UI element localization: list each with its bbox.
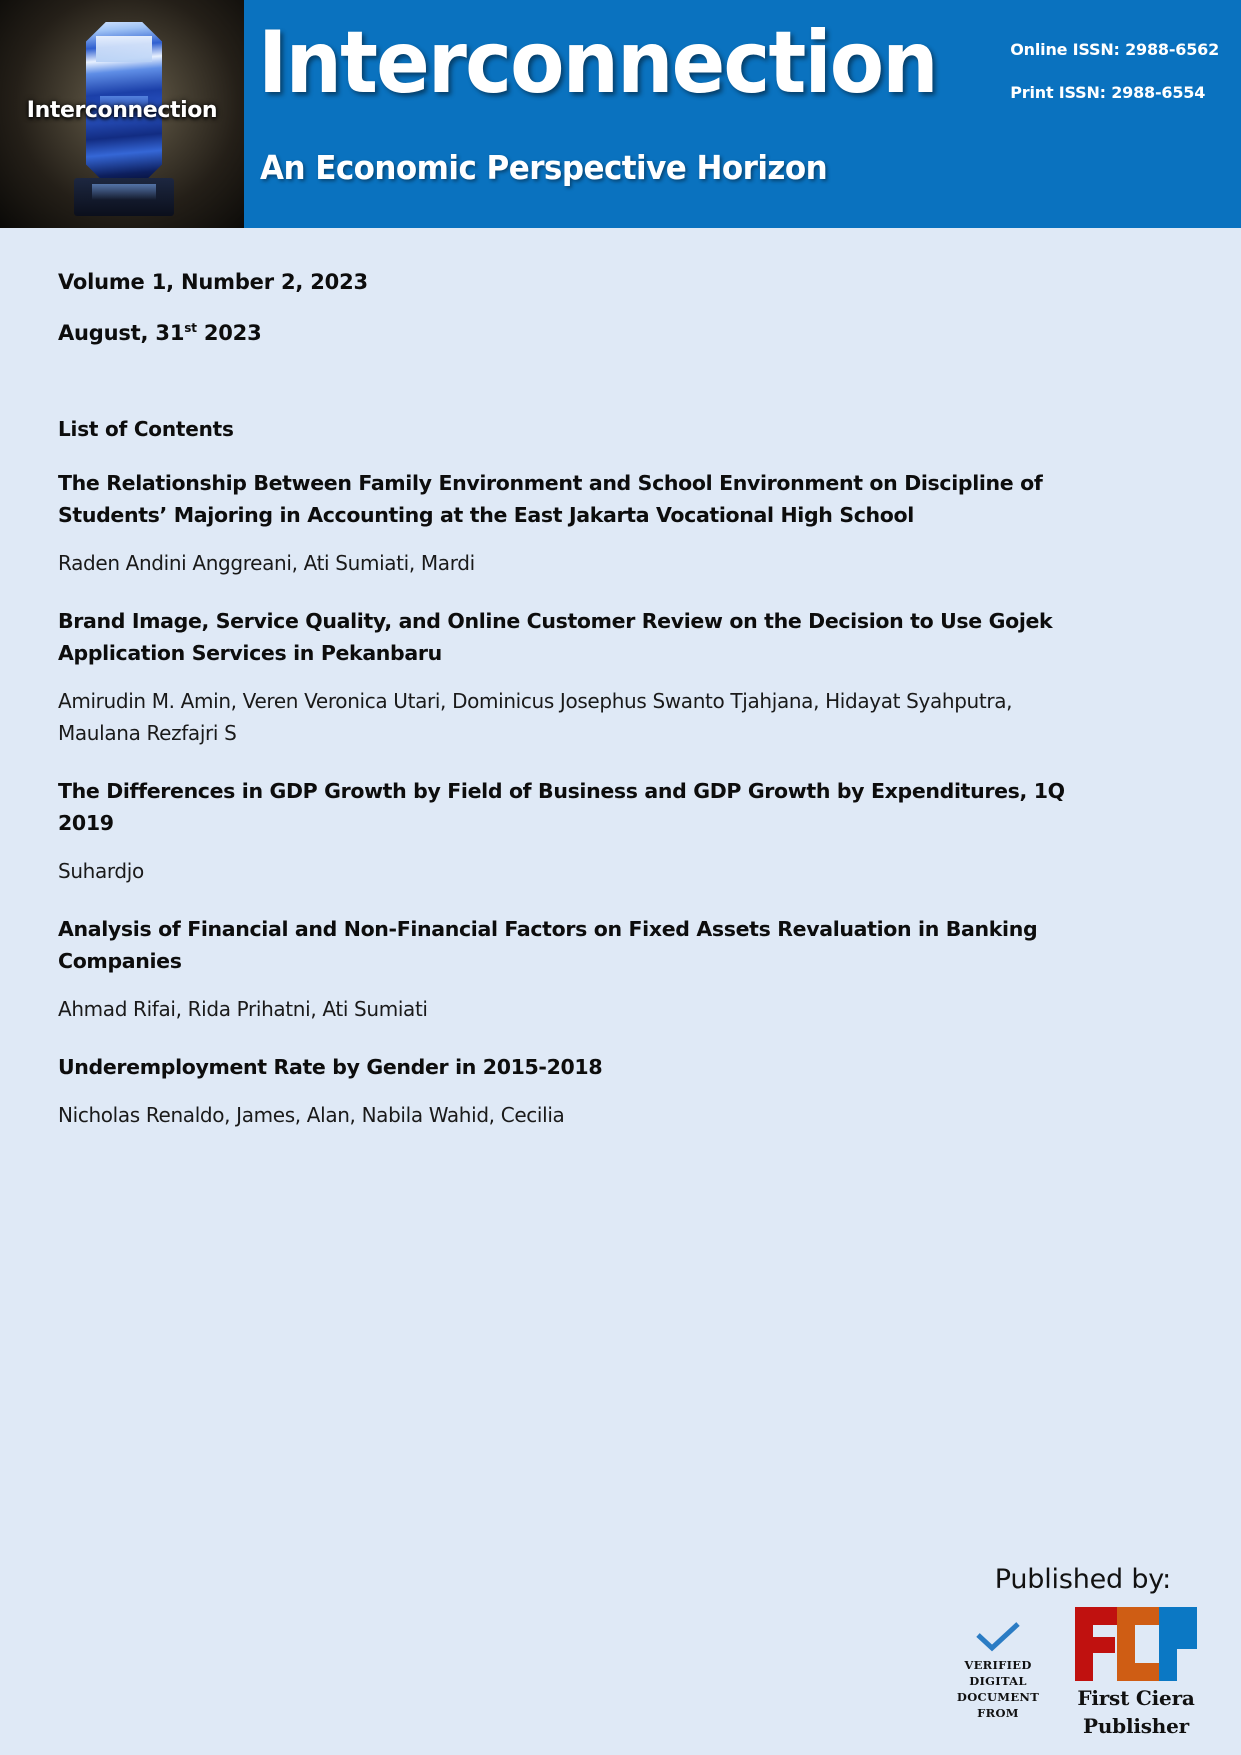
publisher-footer [801, 1564, 1201, 1739]
article-authors: Amirudin M. Amin, Veren Veronica Utari, Dominicus Josephus Swanto Tjahjana, Hidayat Syahputra, Maulana Rezfajri S [58, 689, 1013, 745]
verified-line-3: DOCUMENT [956, 1690, 1040, 1704]
journal-subtitle: An Economic Perspective Horizon [260, 148, 828, 187]
online-issn: Online ISSN: 2988-6562 [1010, 40, 1219, 59]
article-title[interactable]: Brand Image, Service Quality, and Online Customer Review on the Decision to Use Gojek Application Services in Pekanbaru [58, 609, 1053, 665]
toc-entry [58, 1051, 1183, 1131]
issn-block [1010, 40, 1219, 126]
article-title[interactable]: Analysis of Financial and Non-Financial Factors on Fixed Assets Revaluation in Banking Companies [58, 917, 1038, 973]
list-of-contents-heading: List of Contents [58, 417, 234, 441]
issue-date-line [58, 321, 1183, 345]
journal-masthead [0, 0, 1241, 228]
page-body [0, 270, 1241, 1131]
gem-facet-highlight [96, 36, 152, 62]
toc-entry [58, 467, 1183, 579]
journal-logo-image [0, 0, 244, 228]
article-authors: Suhardjo [58, 859, 144, 883]
verified-line-1: VERIFIED [964, 1658, 1032, 1672]
toc-entry [58, 605, 1183, 749]
publisher-logo-block [1071, 1605, 1201, 1739]
toc-entry [58, 913, 1183, 1025]
masthead-text-area [244, 0, 1241, 228]
issue-date-year: 2023 [196, 321, 262, 345]
gem-reflection [92, 184, 156, 200]
published-by-label: Published by: [994, 1564, 1171, 1595]
verified-line-4: FROM [977, 1706, 1019, 1720]
article-title[interactable]: The Relationship Between Family Environment and School Environment on Discipline of Students’ Majoring in Accounting at the East Jakarta Vocational High School [58, 471, 1043, 527]
fcp-logo-icon [1073, 1605, 1199, 1683]
volume-number-line: Volume 1, Number 2, 2023 [58, 270, 368, 294]
article-authors: Ahmad Rifai, Rida Prihatni, Ati Sumiati [58, 997, 428, 1021]
article-authors: Nicholas Renaldo, James, Alan, Nabila Wahid, Cecilia [58, 1103, 565, 1127]
article-title[interactable]: Underemployment Rate by Gender in 2015-2018 [58, 1055, 603, 1079]
journal-title: Interconnection [258, 13, 937, 113]
article-title[interactable]: The Differences in GDP Growth by Field of Business and GDP Growth by Expenditures, 1Q 2019 [58, 779, 1065, 835]
logo-wordmark: Interconnection [26, 98, 218, 123]
issue-date-day: August, 31 [58, 321, 185, 345]
article-authors: Raden Andini Anggreani, Ati Sumiati, Mardi [58, 551, 475, 575]
issue-date-ordinal: st [184, 321, 197, 335]
check-icon [974, 1621, 1022, 1653]
print-issn: Print ISSN: 2988-6554 [1010, 83, 1206, 102]
publisher-name-line-1: First Ciera [1077, 1686, 1195, 1710]
verified-line-2: DIGITAL [969, 1674, 1027, 1688]
toc-entry [58, 775, 1183, 887]
publisher-name-line-2: Publisher [1082, 1714, 1190, 1738]
verified-document-badge [943, 1605, 1053, 1721]
footer-marks [801, 1605, 1201, 1739]
